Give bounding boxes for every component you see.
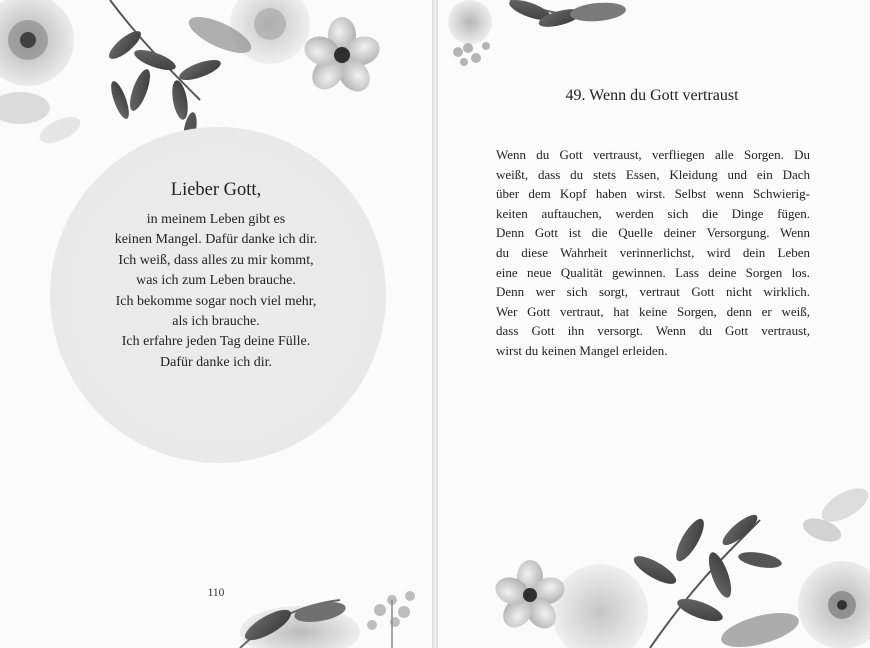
- body-line: eine neue Qualität gewinnen. Lass deine Sorgen los.: [496, 264, 810, 280]
- body-line: weißt, dass du stets Essen, Kleidung und ein Dach: [496, 166, 810, 182]
- body-line: wirst du keinen Mangel erleiden.: [496, 342, 668, 358]
- prayer-line: in meinem Leben gibt es: [146, 212, 286, 227]
- prayer-line: was ich zum Leben brauche.: [136, 273, 296, 289]
- prayer-line: Dafür danke ich dir.: [160, 354, 272, 370]
- prayer-line: keinen Mangel. Dafür danke ich dir.: [114, 232, 318, 248]
- prayer-line: Ich bekomme sogar noch viel mehr,: [115, 293, 317, 309]
- prayer-line: Ich weiß, dass alles zu mir kommt,: [118, 252, 314, 268]
- body-line: Wenn du Gott vertraust, verfliegen alle Sorgen. Du: [496, 147, 810, 162]
- body-line: Wer Gott vertraut, hat keine Sorgen, denn er weiß,: [496, 303, 810, 319]
- body-line: du diese Wahrheit verinnerlichst, wird dein Leben: [496, 244, 810, 260]
- body-line: über dem Kopf haben wirst. Selbst wenn Schwierig-: [496, 186, 810, 202]
- prayer-title: Lieber Gott,: [170, 180, 262, 200]
- page-number: 110: [207, 587, 225, 599]
- body-line: Denn Gott ist die Quelle deiner Versorgung. Wenn: [496, 225, 810, 241]
- chapter-body: [496, 145, 810, 361]
- body-line: keiten auftauchen, werden sich die Dinge fügen.: [496, 205, 810, 221]
- prayer-text: [0, 210, 432, 373]
- prayer-line: Ich erfahre jeden Tag deine Fülle.: [121, 334, 311, 350]
- body-line: Denn wer sich sorgt, vertraut Gott nicht wirklich.: [496, 284, 810, 300]
- prayer-line: als ich brauche.: [172, 314, 260, 330]
- body-line: dass Gott ihn versorgt. Wenn du Gott vertraust,: [496, 323, 810, 339]
- chapter-title: 49. Wenn du Gott vertraust: [565, 87, 739, 104]
